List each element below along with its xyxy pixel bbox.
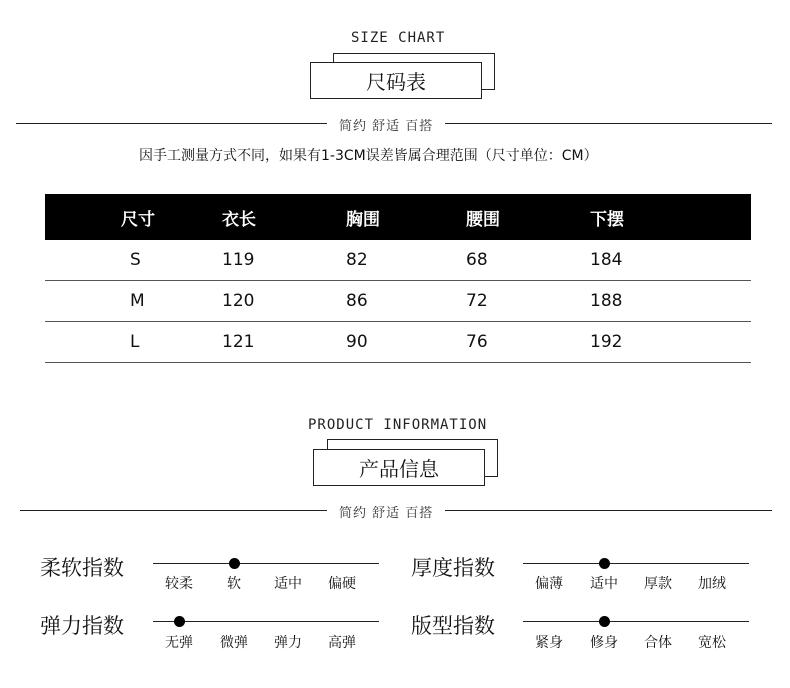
cell-length: 119 [221,240,345,281]
cell-bust: 90 [345,322,465,363]
thickness-option: 厚款 [644,576,672,592]
size-table [45,194,751,363]
softness-option: 软 [227,576,241,592]
measurement-note: 因手工测量方式不同，如果有1-3CM误差皆属合理范围（尺寸单位：CM） [139,148,598,164]
softness-option: 偏硬 [328,576,356,592]
cell-hem: 184 [589,240,751,281]
elasticity-option: 弹力 [274,635,302,651]
table-row [45,240,751,281]
cell-hem: 188 [589,281,751,322]
header-bust: 胸围 [345,194,465,240]
cell-bust: 86 [345,281,465,322]
product-info-cn-title: 产品信息 [359,457,439,481]
product-tagline: 简约 舒适 百搭 [327,502,445,521]
elasticity-option: 微弹 [220,635,248,651]
cell-length: 121 [221,322,345,363]
table-row [45,322,751,363]
softness-option: 适中 [274,576,302,592]
softness-index-label: 柔软指数 [40,556,124,580]
cell-size: M [45,281,221,322]
fit-option: 紧身 [535,635,563,651]
cell-bust: 82 [345,240,465,281]
size-tagline: 简约 舒适 百搭 [327,115,445,134]
cell-length: 120 [221,281,345,322]
softness-option: 较柔 [165,576,193,592]
elasticity-option: 无弹 [165,635,193,651]
softness-scale-line [153,563,379,564]
product-info-en-title: PRODUCT INFORMATION [308,417,488,433]
thickness-scale-line [523,563,749,564]
cell-hem: 192 [589,322,751,363]
size-chart-en-title: SIZE CHART [351,30,446,46]
fit-option: 修身 [590,635,618,651]
elasticity-option: 高弹 [328,635,356,651]
thickness-option: 适中 [590,576,618,592]
size-table-header-row [45,194,751,240]
header-length: 衣长 [221,194,345,240]
fit-option: 合体 [644,635,672,651]
fit-selected-marker [599,616,610,627]
fit-scale-line [523,621,749,622]
table-row [45,281,751,322]
header-waist: 腰围 [465,194,589,240]
elasticity-scale-line [153,621,379,622]
softness-selected-marker [229,558,240,569]
header-hem: 下摆 [589,194,751,240]
header-size: 尺寸 [45,194,221,240]
cell-waist: 76 [465,322,589,363]
thickness-option: 偏薄 [535,576,563,592]
product-info-title-box [313,449,485,486]
thickness-option: 加绒 [698,576,726,592]
fit-index-label: 版型指数 [411,614,495,638]
cell-size: L [45,322,221,363]
thickness-selected-marker [599,558,610,569]
size-chart-title-box [310,62,482,99]
size-chart-cn-title: 尺码表 [366,70,426,94]
elasticity-selected-marker [174,616,185,627]
elasticity-index-label: 弹力指数 [40,614,124,638]
cell-waist: 72 [465,281,589,322]
fit-option: 宽松 [698,635,726,651]
thickness-index-label: 厚度指数 [411,556,495,580]
cell-size: S [45,240,221,281]
cell-waist: 68 [465,240,589,281]
